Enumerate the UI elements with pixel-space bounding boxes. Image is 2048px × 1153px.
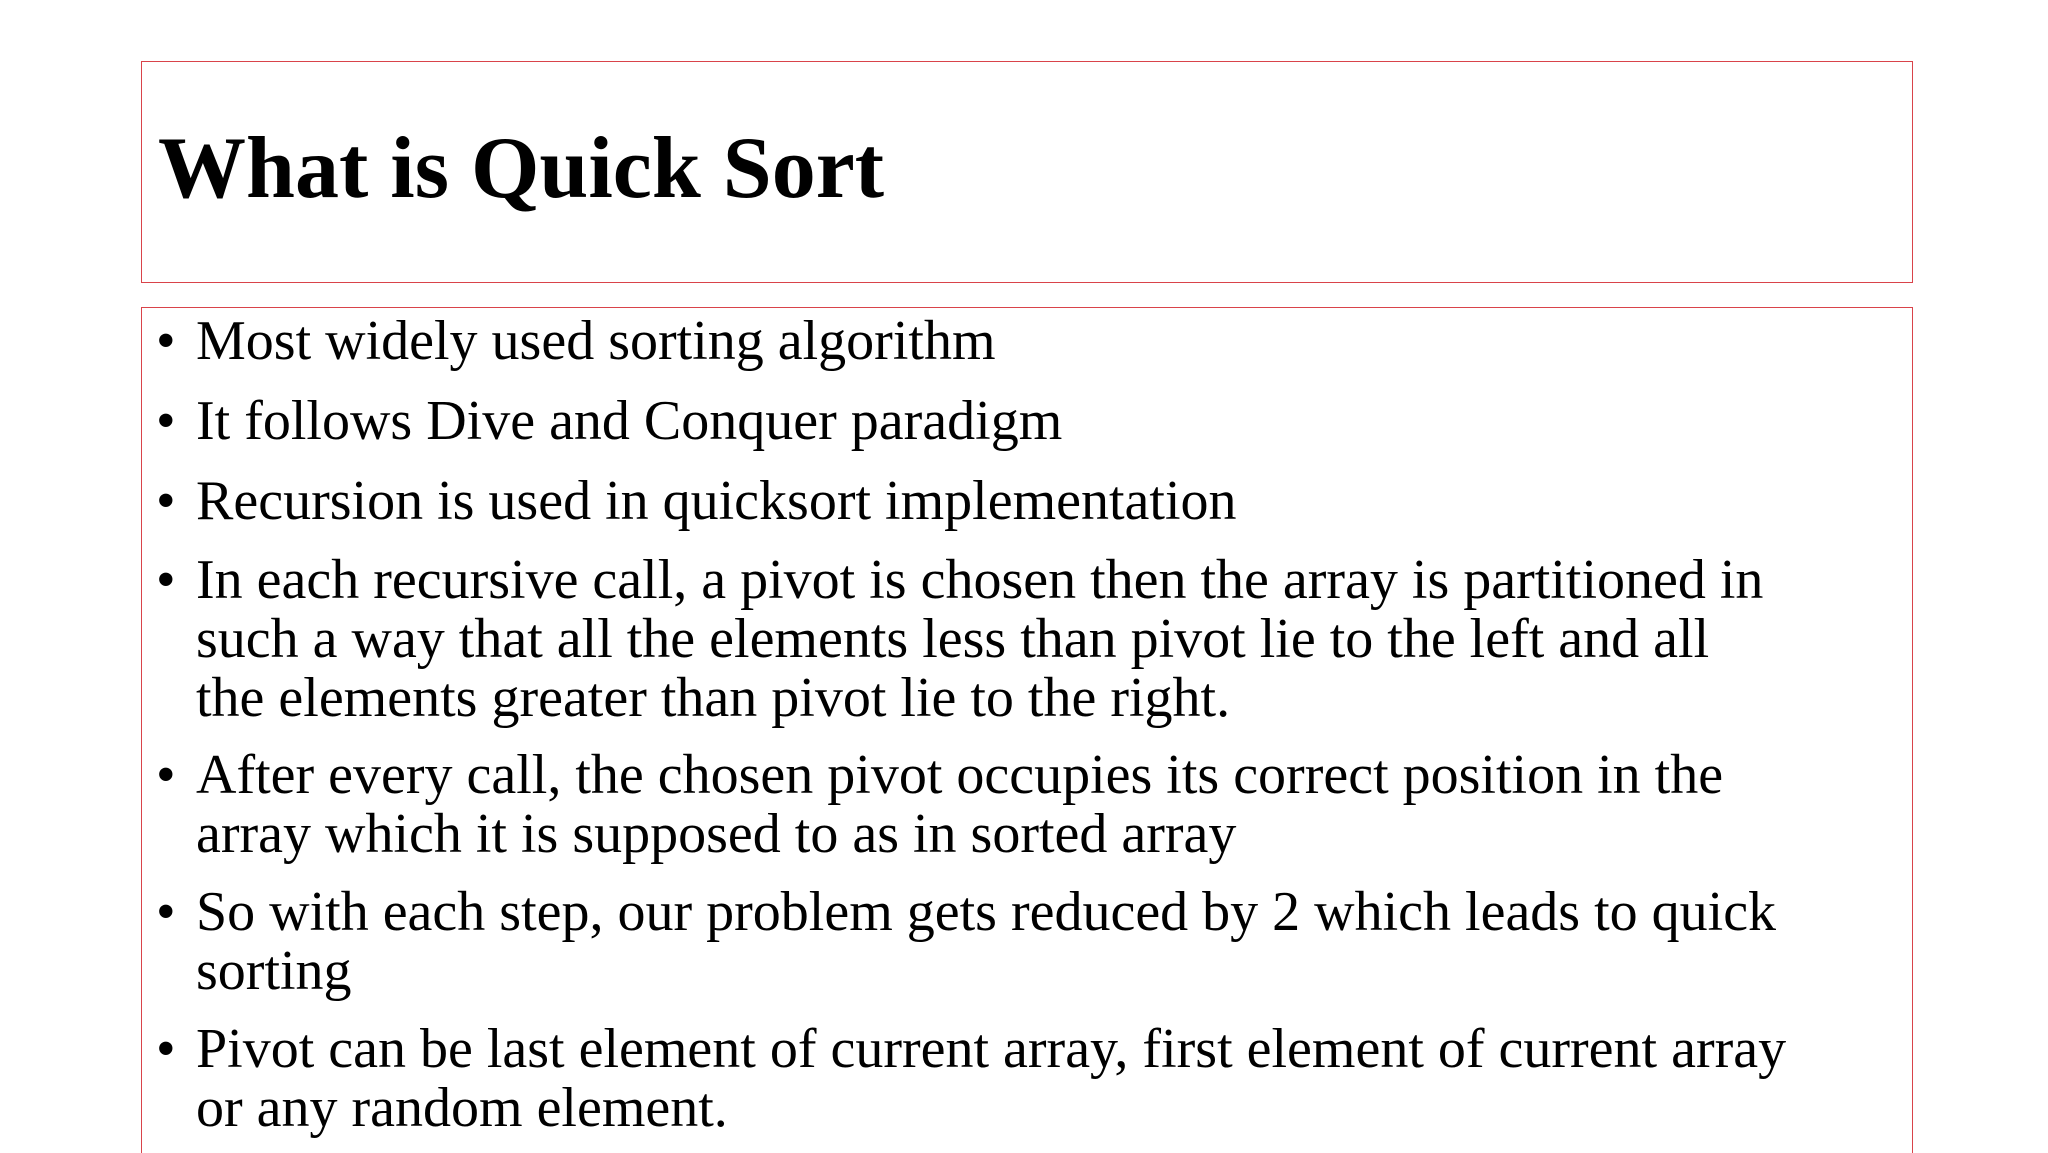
bullet-dot: • bbox=[156, 744, 176, 806]
bullet-text bbox=[196, 472, 1906, 531]
bullet-line: Most widely used sorting algorithm bbox=[196, 310, 996, 372]
bullet-dot: • bbox=[156, 390, 176, 452]
bullet-text bbox=[196, 1020, 1906, 1138]
content-placeholder bbox=[141, 307, 1913, 1153]
bullet-line: Recursion is used in quicksort implementation bbox=[196, 470, 1237, 532]
bullet-dot: • bbox=[156, 1018, 176, 1080]
bullet-text bbox=[196, 551, 1906, 728]
bullet-text bbox=[196, 392, 1906, 451]
bullet-dot: • bbox=[156, 549, 176, 611]
bullet-dot: • bbox=[156, 310, 176, 372]
bullet-item bbox=[156, 472, 1906, 531]
bullet-item bbox=[156, 1020, 1906, 1138]
bullet-dot: • bbox=[156, 881, 176, 943]
bullet-line: the elements greater than pivot lie to the right. bbox=[196, 667, 1231, 729]
bullet-item bbox=[156, 312, 1906, 371]
bullet-line: In each recursive call, a pivot is chosen then the array is partitioned in bbox=[196, 549, 1764, 611]
bullet-line: such a way that all the elements less than pivot lie to the left and all bbox=[196, 608, 1710, 670]
bullet-item bbox=[156, 883, 1906, 1001]
bullet-text bbox=[196, 312, 1906, 371]
bullet-line: After every call, the chosen pivot occupies its correct position in the bbox=[196, 744, 1724, 806]
bullet-item bbox=[156, 746, 1906, 864]
bullet-text bbox=[196, 883, 1906, 1001]
bullet-dot: • bbox=[156, 470, 176, 532]
bullet-line: So with each step, our problem gets reduced by 2 which leads to quick bbox=[196, 881, 1777, 943]
bullet-line: array which it is supposed to as in sorted array bbox=[196, 803, 1237, 865]
bullet-line: sorting bbox=[196, 940, 352, 1002]
title-placeholder bbox=[141, 61, 1913, 283]
bullet-line: Pivot can be last element of current array, first element of current array bbox=[196, 1018, 1787, 1080]
bullet-item bbox=[156, 392, 1906, 451]
bullet-line: It follows Dive and Conquer paradigm bbox=[196, 390, 1063, 452]
bullet-line: or any random element. bbox=[196, 1077, 728, 1139]
bullet-item bbox=[156, 551, 1906, 728]
slide-title: What is Quick Sort bbox=[158, 120, 885, 217]
bullet-text bbox=[196, 746, 1906, 864]
